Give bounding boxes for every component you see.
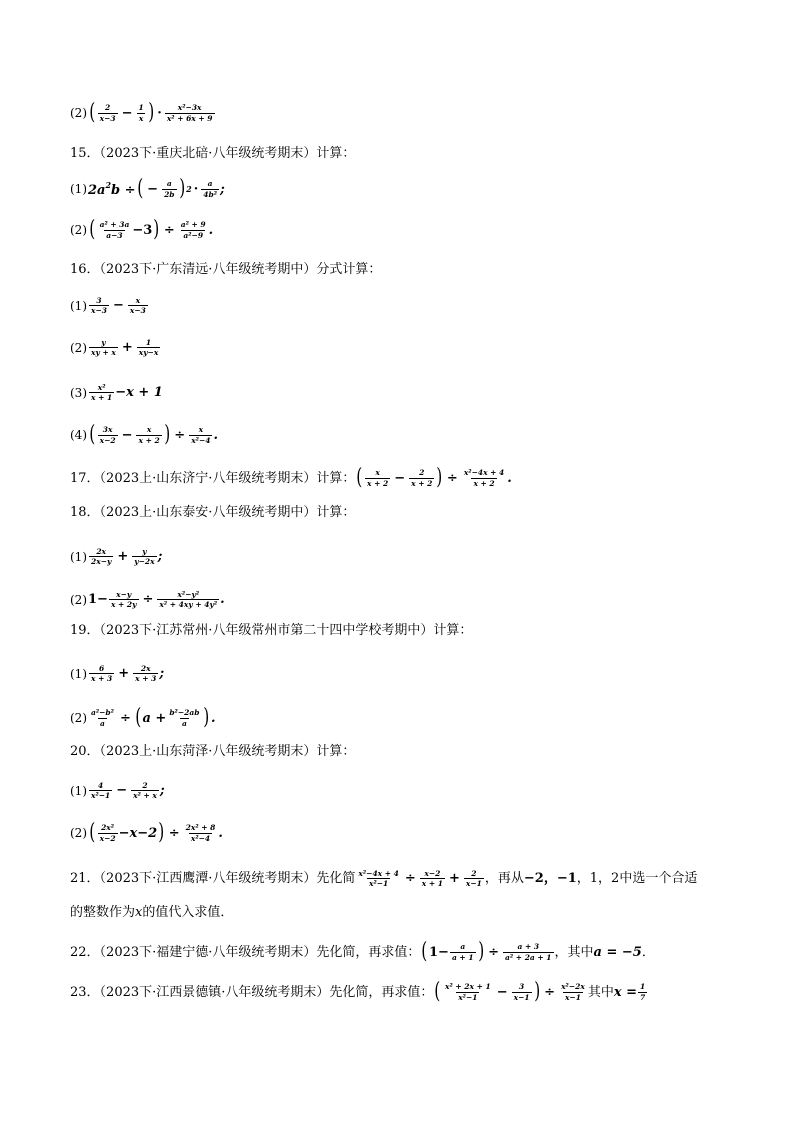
q19-heading: 19．（2023下·江苏常州·八年级常州市第二十四中学校考期中）计算：: [70, 623, 473, 638]
fraction: $\frac{\text{a² + 3a}}{a-3}$: [99, 220, 130, 240]
q15-part1: (1) $2a^2b$ ÷ ( − $\frac{a}{2b}$ ) 2 · $\frac{a}{\text{4b²}}$ ;: [70, 176, 225, 201]
fraction: $\frac{1}{x}$: [138, 103, 144, 123]
fraction: $\frac{\text{2x² + 8}}{\text{x²−4}}$: [185, 823, 216, 843]
fraction: $\frac{\text{x²−4x + 4}}{\text{x²−1}}$: [358, 869, 399, 889]
fraction: $\frac{3}{x-3}$: [91, 296, 107, 316]
fraction: $\frac{a}{a + 1}$: [451, 942, 474, 962]
fraction: $\frac{\text{x²−2x}}{x-1}$: [561, 982, 585, 1002]
q21-line2: 的整数作为 x 的值代入求值．: [70, 905, 234, 920]
q19-part1: (1) $\frac{6}{x + 3}$ + $\frac{2x}{x + 3}$ ;: [70, 664, 165, 684]
fraction: $\frac{\text{2x²}}{x-2}$: [99, 823, 116, 843]
q16-heading: 16．（2023下·广东清远·八年级统考期中）分式计算：: [70, 262, 382, 277]
fraction: $\frac{2}{x + 2}$: [411, 468, 433, 488]
fraction: $\frac{3x}{x-2}$: [99, 425, 116, 445]
fraction: $\frac{\text{a² + 9}}{\text{a²−9}}$: [180, 220, 206, 240]
q18-heading: 18．（2023上·山东泰安·八年级统考期中）计算：: [70, 505, 356, 520]
fraction: $\frac{a}{2b}$: [164, 179, 175, 199]
fraction: $\frac{1}{7}$: [640, 982, 646, 1002]
q17: 17．（2023上·山东济宁·八年级统考期末）计算： ( $\frac{x}{x + 2}$ − $\frac{2}{x + 2}$ ) ÷ $\frac{\text{x²−4x + 4}}{x + 2}$ .: [70, 465, 512, 490]
q16-part3: (3) $\frac{\text{x²}}{x + 1}$ −x + 1: [70, 383, 163, 403]
fraction: $\frac{y}{y-2x}$: [134, 547, 155, 567]
fraction: $\frac{x}{x + 2}$: [138, 425, 160, 445]
fraction: $\frac{y}{xy + x}$: [91, 338, 116, 358]
q16-part1: (1) $\frac{3}{x-3}$ − $\frac{x}{x-3}$: [70, 296, 146, 316]
fraction: $\frac{4}{\text{x²−1}}$: [91, 781, 111, 801]
fraction: $\frac{x-2}{x + 1}$: [421, 869, 443, 889]
fraction: $\frac{2x}{x + 3}$: [135, 664, 157, 684]
fraction: $\frac{\text{a²−b²}}{a}$: [91, 708, 114, 728]
q20-part1: (1) $\frac{4}{\text{x²−1}}$ − $\frac{2}{\text{x² + x}}$ ;: [70, 781, 165, 801]
q15-heading: 15．（2023下·重庆北碚·八年级统考期末）计算：: [70, 146, 356, 161]
q14-part2: (2) ( $\frac{2}{x-3}$ − $\frac{1}{x}$ ) · $\frac{\text{x²−3x}}{\text{x² + 6x + 9}}$: [70, 100, 213, 125]
fraction: $\frac{\text{x²−4x + 4}}{x + 2}$: [463, 468, 505, 488]
fraction: $\frac{2}{x-1}$: [465, 869, 482, 889]
q21-line1: 21．（2023下·江西鹰潭·八年级统考期末）先化简 $\frac{\text{x²−4x + 4}}{\text{x²−1}}$ ÷ $\frac{x-2}{x + 1}$ + $\frac{2}{x-1}$ ，再从 −2，−1 ，1，2中选一个合适: [70, 869, 698, 889]
fraction: $\frac{x-y}{x + 2y}$: [110, 590, 137, 610]
fraction: $\frac{2}{x-3}$: [99, 103, 116, 123]
q18-part2: (2) 1− $\frac{x-y}{x + 2y}$ ÷ $\frac{\text{x²−y²}}{\text{x² + 4xy + 4y²}}$ .: [70, 590, 225, 610]
q19-part2: (2) $\frac{\text{a²−b²}}{a}$ ÷ ( a + $\frac{\text{b²−2ab}}{a}$ ) .: [70, 705, 216, 730]
q16-part2: (2) $\frac{y}{xy + x}$ + $\frac{1}{xy-x}$: [70, 338, 159, 358]
fraction: $\frac{2}{\text{x² + x}}$: [133, 781, 157, 801]
fraction: $\frac{6}{x + 3}$: [91, 664, 113, 684]
q20-part2: (2) ( $\frac{\text{2x²}}{x-2}$ −x−2 ) ÷ $\frac{\text{2x² + 8}}{\text{x²−4}}$ .: [70, 820, 223, 845]
fraction: $\frac{a}{\text{4b²}}$: [203, 179, 217, 199]
fraction: $\frac{a + 3}{\text{a² + 2a + 1}}$: [505, 942, 552, 962]
fraction: $\frac{x}{x + 2}$: [367, 468, 389, 488]
fraction: $\frac{3}{x-1}$: [513, 982, 530, 1002]
q15-part2: (2) ( $\frac{\text{a² + 3a}}{a-3}$ −3 ) ÷ $\frac{\text{a² + 9}}{\text{a²−9}}$ .: [70, 217, 214, 242]
q18-part1: (1) $\frac{2x}{2x-y}$ + $\frac{y}{y-2x}$ ;: [70, 547, 163, 567]
fraction: $\frac{2x}{2x-y}$: [91, 547, 112, 567]
fraction: $\frac{\text{x²−y²}}{\text{x² + 4xy + 4y²}}$: [159, 590, 218, 610]
q20-heading: 20．（2023上·山东菏泽·八年级统考期末）计算：: [70, 744, 356, 759]
fraction: $\frac{\text{b²−2ab}}{a}$: [169, 708, 200, 728]
q22: 22．（2023下·福建宁德·八年级统考期末）先化简，再求值： ( 1− $\frac{a}{a + 1}$ ) ÷ $\frac{a + 3}{\text{a² + 2a + 1}}$ ，其中 a = −5 ．: [70, 939, 655, 964]
fraction: $\frac{1}{xy-x}$: [138, 338, 159, 358]
fraction: $\frac{x}{\text{x²−4}}$: [191, 425, 211, 445]
fraction: $\frac{\text{x² + 2x + 1}}{\text{x²−1}}$: [445, 982, 491, 1002]
q23: 23．（2023下·江西景德镇·八年级统考期末）先化简，再求值： ( $\frac{\text{x² + 2x + 1}}{\text{x²−1}}$ − $\frac{3}{x-1}$ ) ÷ $\frac{\text{x²−2x}}{x-1}$ 其中 x = $\frac{1}{7}$: [70, 979, 646, 1004]
fraction: $\frac{x}{x-3}$: [129, 296, 146, 316]
q16-part4: (4) ( $\frac{3x}{x-2}$ − $\frac{x}{x + 2}$ ) ÷ $\frac{x}{\text{x²−4}}$ .: [70, 422, 218, 447]
fraction: $\frac{\text{x²−3x}}{\text{x² + 6x + 9}}$: [166, 103, 213, 123]
fraction: $\frac{\text{x²}}{x + 1}$: [91, 383, 113, 403]
